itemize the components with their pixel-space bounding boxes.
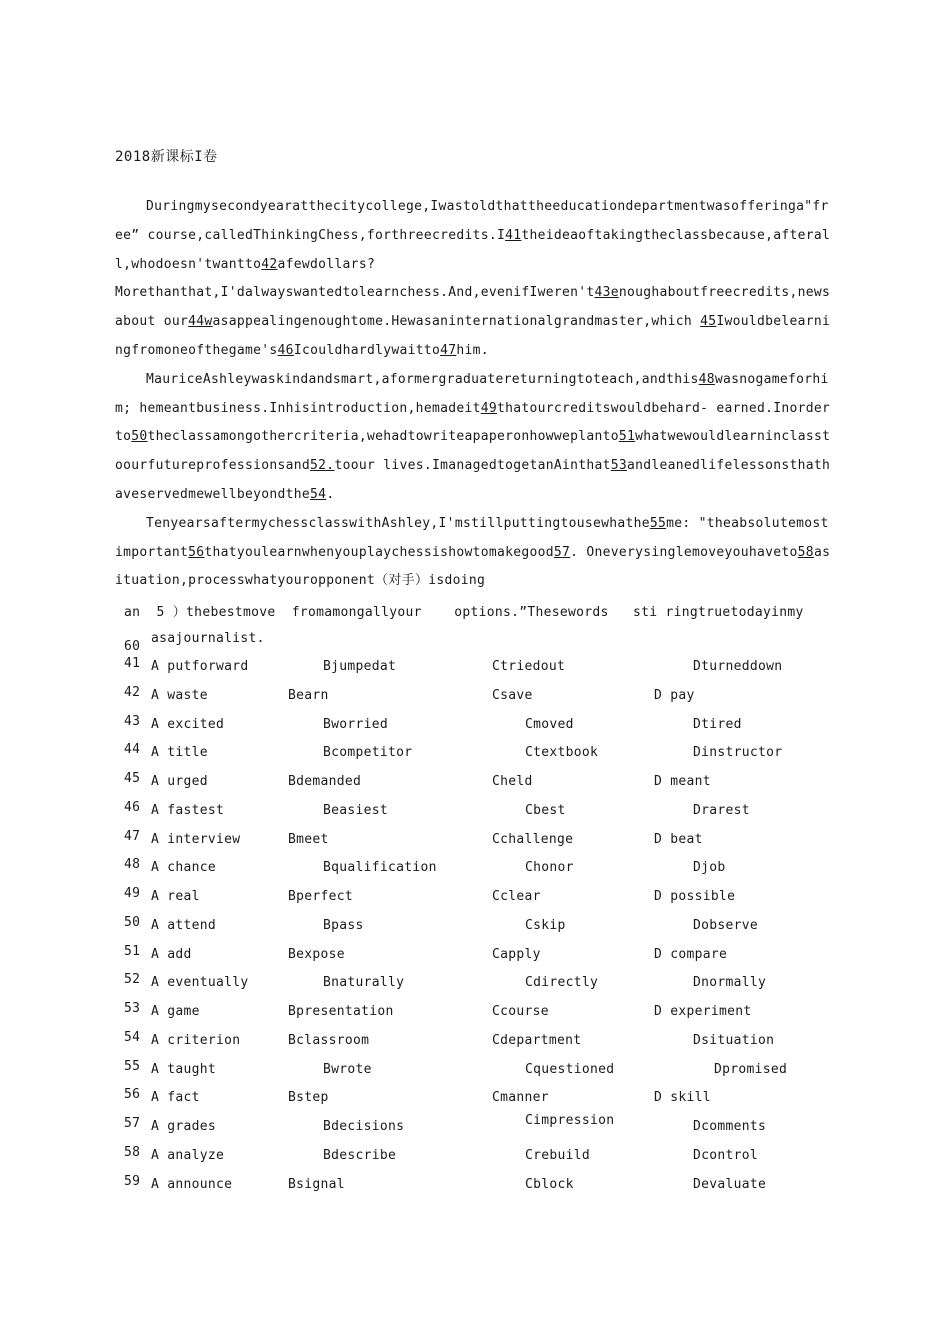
option-b: Bperfect (288, 889, 354, 904)
blank-number: 55 (649, 515, 667, 531)
option-b: Bdecisions (323, 1119, 405, 1134)
question-row (124, 742, 824, 771)
passage-text: MauriceAshleywaskindandsmart,aformergraduatereturningtoteach,andthis (146, 371, 699, 387)
question-row (124, 972, 824, 1001)
question-number: 59 (124, 1173, 141, 1189)
passage (115, 193, 835, 596)
option-a: A urged (151, 774, 208, 789)
passage-text: him. (456, 342, 489, 358)
option-b: Bstep (288, 1090, 329, 1106)
question-number: 54 (124, 1029, 141, 1045)
question-row (124, 685, 824, 714)
tail-text: asajournalist. (151, 631, 265, 646)
passage-text: . Oneverysinglemoveyouhaveto (570, 544, 798, 560)
question-number: 48 (124, 857, 141, 873)
question-number: 56 (124, 1087, 141, 1103)
option-b: Bwrote (323, 1061, 372, 1077)
option-c: Cchallenge (492, 831, 574, 847)
question-number: 45 (124, 771, 141, 786)
question-row (124, 656, 824, 685)
tail-line-2 (124, 626, 844, 652)
option-c: Cquestioned (525, 1061, 615, 1077)
option-a: A chance (151, 860, 217, 876)
option-d: D skill (654, 1090, 711, 1106)
paragraph-3 (115, 366, 835, 510)
passage-text: theideaoftakingtheclassbecause,afterall,whodoesn'twantto (115, 227, 831, 272)
question-number: 52 (124, 972, 141, 988)
option-a: A taught (151, 1061, 217, 1077)
blank-number: 54 (310, 486, 327, 502)
option-c: Ctextbook (525, 745, 599, 761)
option-d: D experiment (654, 1004, 752, 1019)
paragraph-4 (115, 510, 835, 596)
question-row (124, 915, 824, 944)
question-number: 55 (124, 1058, 141, 1074)
option-d: Dsituation (693, 1032, 775, 1048)
passage-text: TenyearsaftermychessclasswithAshley,I'mstillputtingtousewhathe (146, 515, 650, 531)
option-c: Cskip (525, 917, 566, 933)
blank-number: 49 (480, 400, 497, 416)
blank-number: 42 (261, 256, 278, 272)
question-row (124, 714, 824, 743)
option-c: Cimpression (525, 1113, 615, 1128)
blank-number: 58 (797, 544, 814, 560)
passage-text: . (326, 486, 335, 502)
blank-number: 50 (131, 429, 148, 445)
option-b: Bcompetitor (323, 745, 413, 761)
option-c: Cclear (492, 889, 541, 904)
question-row (124, 771, 824, 800)
passage-text: thatourcreditswouldbehard- earned.Inorderto (115, 400, 831, 445)
passage-text: toour lives.ImanagedtogetanAinthat (334, 458, 611, 474)
option-d: Drarest (693, 802, 750, 818)
blank-number: 53 (610, 458, 628, 474)
option-c: Cbest (525, 802, 566, 818)
option-c: Cmoved (525, 716, 574, 732)
option-c: Cdepartment (492, 1032, 582, 1048)
option-a: A announce (151, 1176, 233, 1192)
option-c: Capply (492, 946, 541, 962)
blank-number: 51 (618, 429, 636, 445)
passage-text: asituation,processwhatyouropponent（对手）isdoing (115, 544, 831, 589)
option-b: Bexpose (288, 946, 345, 962)
option-c: Cblock (525, 1176, 574, 1192)
question-number: 51 (124, 943, 141, 959)
option-c: Cheld (492, 774, 533, 789)
option-a: A excited (151, 716, 225, 732)
passage-text: wasnogameforhim; hemeantbusiness.Inhisintroduction,hemadeit (115, 371, 829, 416)
option-d: D pay (654, 687, 695, 703)
question-row (124, 1001, 824, 1030)
question-number: 49 (124, 886, 141, 901)
option-d: D compare (654, 946, 728, 962)
option-d: D possible (654, 889, 736, 904)
page-title: 2018新课标I卷 (115, 149, 218, 165)
option-b: Bnaturally (323, 975, 405, 991)
option-a: A eventually (151, 975, 249, 991)
option-b: Bearn (288, 687, 329, 703)
blank-number: 45 (700, 314, 717, 330)
blank-number: 48 (698, 371, 715, 387)
option-b: Bdescribe (323, 1147, 397, 1163)
option-d: Dcontrol (693, 1147, 759, 1163)
question-list (124, 656, 824, 1202)
option-a: A waste (151, 687, 208, 703)
option-c: Cmanner (492, 1090, 549, 1106)
question-row (124, 944, 824, 973)
option-a: A putforward (151, 659, 249, 674)
option-a: A interview (151, 831, 241, 847)
passage-text: Morethanthat,I'dalwayswantedtolearnchess.And,evenifIweren't (115, 285, 595, 301)
option-c: Csave (492, 687, 533, 703)
option-b: Beasiest (323, 802, 389, 818)
question-number: 57 (124, 1116, 141, 1131)
blank-number: 41 (505, 227, 522, 243)
option-d: Devaluate (693, 1176, 767, 1192)
option-a: A real (151, 889, 200, 904)
option-c: Ctriedout (492, 659, 566, 674)
question-number: 42 (124, 684, 141, 700)
option-d: Dnormally (693, 975, 767, 991)
option-d: Dinstructor (693, 745, 783, 761)
question-row (124, 1059, 824, 1088)
blank-number: 47 (440, 342, 457, 358)
option-a: A game (151, 1004, 200, 1019)
question-number: 50 (124, 914, 141, 930)
option-b: Bmeet (288, 831, 329, 847)
option-b: Bpresentation (288, 1004, 394, 1019)
blank-number: 60 (124, 639, 141, 654)
option-a: A analyze (151, 1147, 225, 1163)
option-a: A grades (151, 1119, 217, 1134)
question-row (124, 829, 824, 858)
option-a: A add (151, 946, 192, 962)
paragraph-2 (115, 279, 835, 365)
passage-text: Duringmysecondyearatthecitycollege,Iwastoldthattheeducationdepartmentwasofferinga"free” course,calledThinkingChess,forthreecredits.I (115, 199, 829, 243)
option-b: Bsignal (288, 1176, 345, 1192)
option-b: Bclassroom (288, 1032, 370, 1048)
question-number: 41 (124, 656, 141, 671)
blank-number: 43e (594, 285, 619, 301)
passage-text: asappealingenoughtome.Hewasaninternationalgrandmaster,which (212, 314, 701, 330)
option-d: Djob (693, 860, 726, 876)
passage-text: me: "theabsolutemostimportant (115, 515, 829, 560)
option-c: Cdirectly (525, 975, 599, 991)
question-number: 47 (124, 828, 141, 844)
question-number: 43 (124, 713, 141, 729)
question-row (124, 1087, 824, 1116)
option-b: Bqualification (323, 860, 437, 876)
question-number: 58 (124, 1144, 141, 1160)
option-d: Dobserve (693, 917, 759, 933)
blank-number: 46 (277, 342, 294, 358)
question-row (124, 1113, 824, 1145)
passage-text: theclassamongothercriteria,wehadtowriteapaperonhowweplanto (147, 429, 619, 445)
blank-number: 52. (310, 458, 335, 474)
option-b: Bpass (323, 917, 364, 933)
question-row (124, 1145, 824, 1174)
option-b: Bdemanded (288, 774, 362, 789)
option-b: Bjumpedat (323, 659, 397, 674)
option-a: A criterion (151, 1032, 241, 1048)
option-b: Bworried (323, 716, 389, 732)
option-d: D beat (654, 831, 703, 847)
option-d: Dturneddown (693, 659, 783, 674)
passage-tail (124, 600, 844, 652)
option-a: A attend (151, 917, 217, 933)
option-a: A title (151, 745, 208, 761)
option-c: Crebuild (525, 1147, 591, 1163)
passage-text: Iwouldbelearningfromoneofthegame's (115, 314, 831, 358)
question-row (124, 857, 824, 886)
paragraph-1 (115, 193, 835, 279)
option-d: Dcomments (693, 1119, 767, 1134)
passage-text: thatyoulearnwhenyouplaychessishowtomakegood (204, 544, 554, 560)
question-number: 44 (124, 742, 141, 758)
blank-number: 56 (188, 544, 205, 560)
option-c: Ccourse (492, 1004, 549, 1019)
question-row (124, 800, 824, 829)
option-c: Chonor (525, 860, 574, 876)
option-d: D meant (654, 774, 711, 789)
tail-line: an 5 ）thebestmove fromamongallyour options.”Thesewords sti ringtruetodayinmy (124, 605, 804, 620)
passage-text: andleanedlifelessonsthathaveservedmewellbeyondthe (115, 458, 831, 502)
blank-number: 44w (188, 314, 213, 330)
question-number: 46 (124, 799, 141, 815)
option-d: Dtired (693, 716, 742, 732)
passage-text: afewdollars? (277, 256, 376, 272)
option-d: Dpromised (714, 1061, 788, 1077)
option-a: A fact (151, 1090, 200, 1106)
question-row (124, 1030, 824, 1059)
passage-text: noughaboutfreecredits,newsabout our (115, 285, 831, 330)
passage-text: Icouldhardlywaitto (293, 342, 441, 358)
question-number: 53 (124, 1001, 141, 1016)
option-a: A fastest (151, 802, 225, 818)
passage-text: whatwewouldlearninclasstoourfutureprofessionsand (115, 429, 831, 474)
question-row (124, 886, 824, 915)
question-row (124, 1174, 824, 1203)
blank-number: 57 (553, 544, 571, 560)
